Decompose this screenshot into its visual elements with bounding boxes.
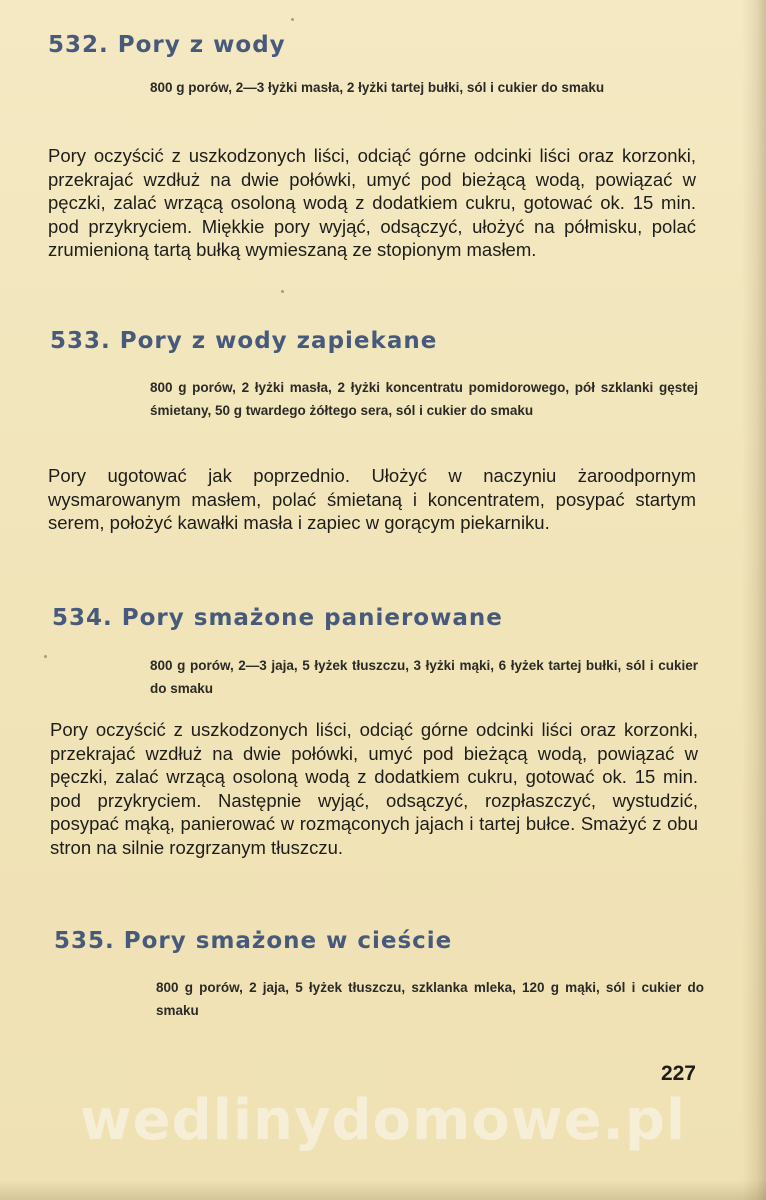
paper-speck [291, 18, 294, 21]
paper-speck [281, 290, 284, 293]
recipe-533-ingredients: 800 g porów, 2 łyżki masła, 2 łyżki koncentratu pomidorowego, pół szklanki gęstej śmietany, 50 g twardego żółtego sera, sól i cukier do smaku [150, 380, 698, 418]
page-edge-shadow [742, 0, 766, 1200]
watermark: wedlinydomowe.pl [79, 1088, 687, 1153]
recipe-533-title: 533. Pory z wody zapiekane [50, 328, 438, 354]
paper-speck [44, 655, 47, 658]
recipe-533-instructions: Pory ugotować jak poprzednio. Ułożyć w naczyniu żaroodpornym wysmarowanym masłem, polać śmietaną i koncentratem, posypać startym serem, położyć kawałki masła i zapiec w gorącym piekarniku. [48, 465, 696, 533]
recipe-535-title: 535. Pory smażone w cieście [54, 928, 453, 954]
page-number: 227 [660, 1062, 696, 1085]
recipe-534-title: 534. Pory smażone panierowane [52, 605, 503, 631]
recipe-535-ingredients: 800 g porów, 2 jaja, 5 łyżek tłuszczu, szklanka mleka, 120 g mąki, sól i cukier do smaku [156, 980, 704, 1018]
recipe-532-ingredients: 800 g porów, 2—3 łyżki masła, 2 łyżki tartej bułki, sól i cukier do smaku [150, 80, 605, 95]
recipe-534-ingredients: 800 g porów, 2—3 jaja, 5 łyżek tłuszczu, 3 łyżki mąki, 6 łyżek tartej bułki, sól i cukier do smaku [150, 658, 698, 696]
recipe-532-title: 532. Pory z wody [48, 32, 286, 58]
page-bottom-shadow [0, 1180, 766, 1200]
recipe-532-instructions: Pory oczyścić z uszkodzonych liści, odciąć górne odcinki liści oraz korzonki, przekrajać wzdłuż na dwie połówki, umyć pod bieżącą wodą, powiązać w pęczki, zalać wrzącą osoloną wodą z dodatkiem cukru, gotować ok. 15 min. pod przykryciem. Miękkie pory wyjąć, odsączyć, ułożyć na półmisku, polać zrumienioną tartą bułką wymieszaną ze stopionym masłem. [48, 145, 696, 260]
recipe-534-instructions: Pory oczyścić z uszkodzonych liści, odciąć górne odcinki liści oraz korzonki, przekrajać wzdłuż na dwie połówki, umyć pod bieżącą wodą, powiązać w pęczki, zalać wrzącą osoloną wodą z dodatkiem cukru, gotować ok. 15 min. pod przykryciem. Następnie wyjąć, odsączyć, rozpłaszczyć, wystudzić, posypać mąką, panierować w rozmąconych jajach i tartej bułce. Smażyć z obu stron na silnie rozgrzanym tłuszczu. [50, 719, 698, 858]
